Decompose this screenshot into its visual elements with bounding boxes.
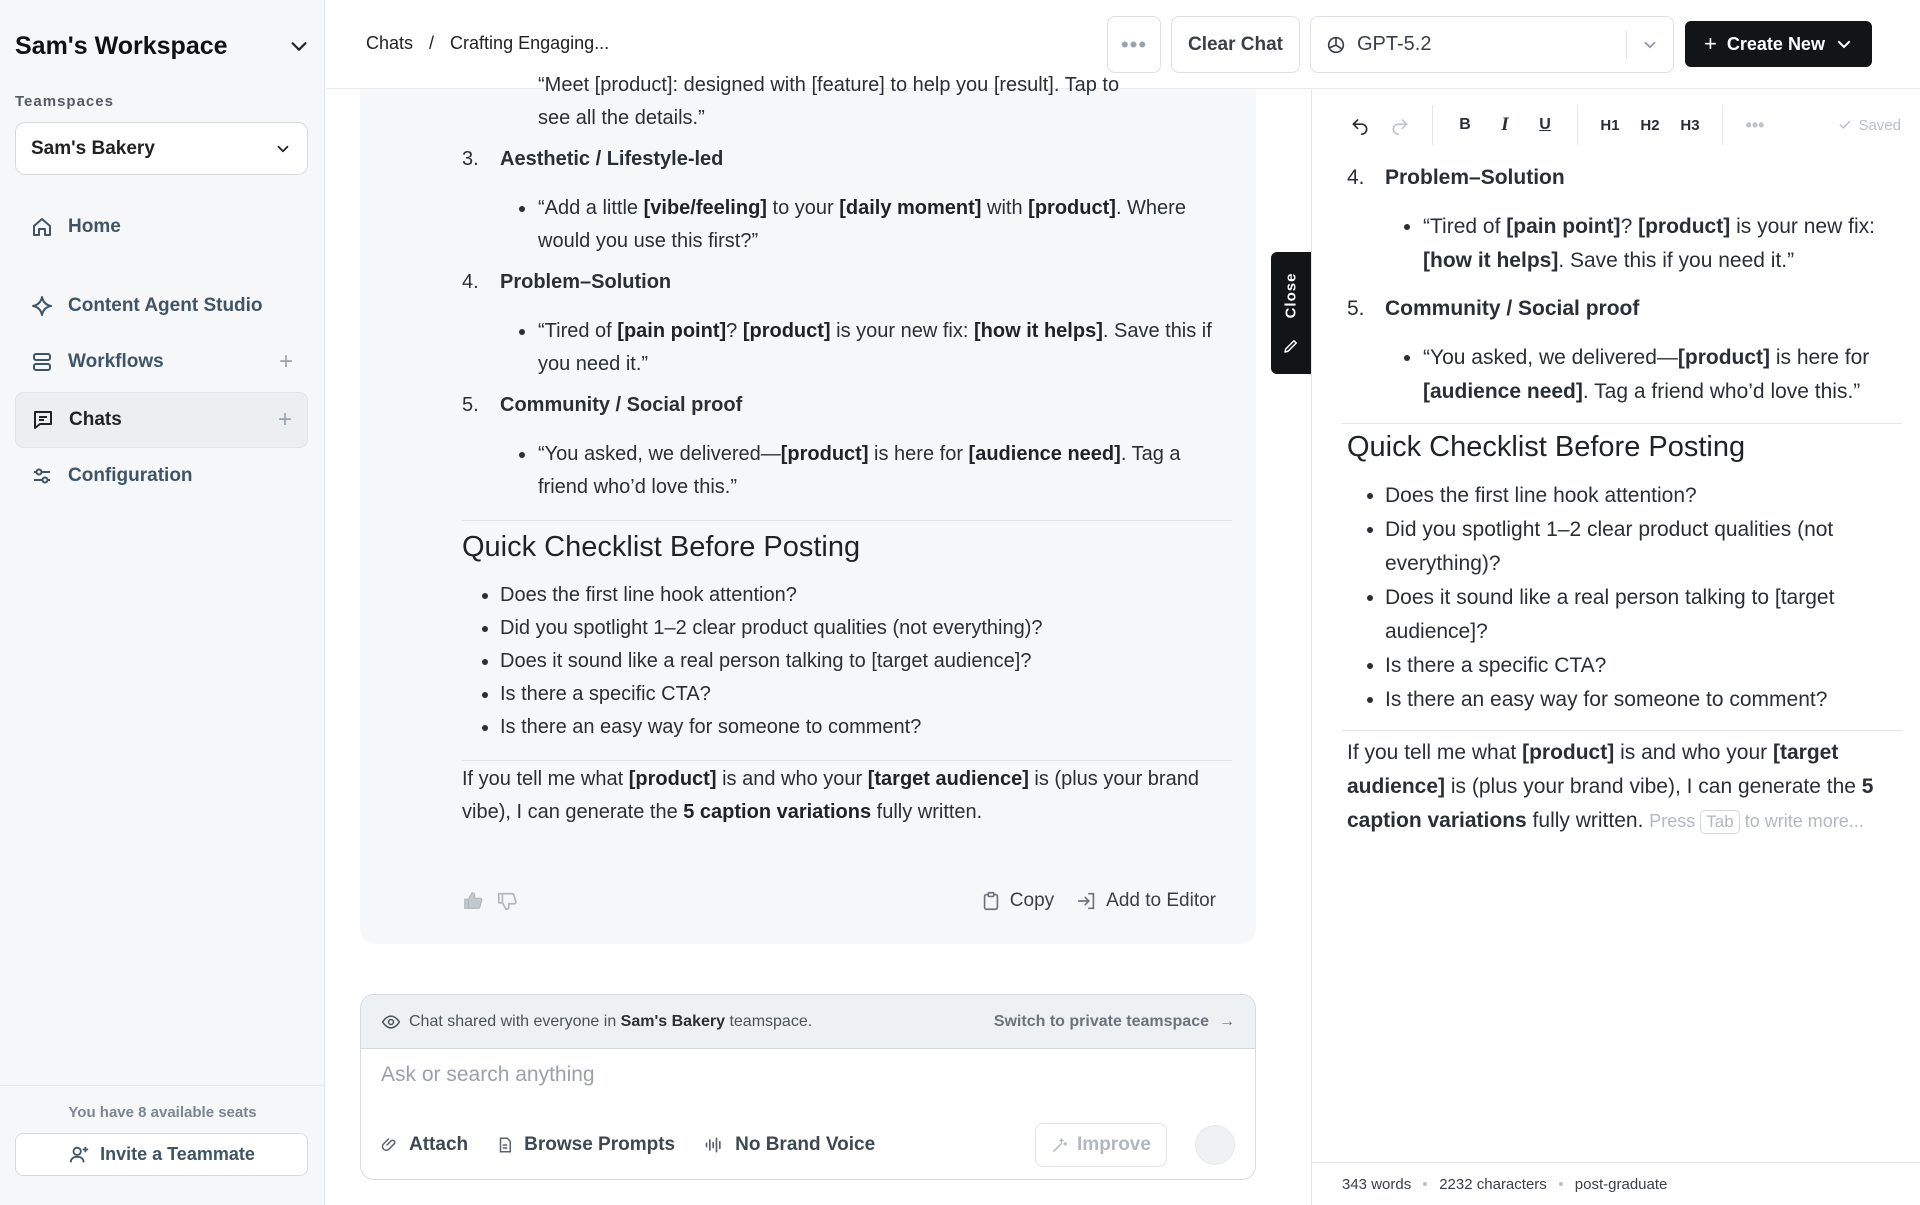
closing-paragraph [462, 763, 1232, 829]
improve-label: Improve [1077, 1134, 1151, 1155]
heading-3-button[interactable]: H3 [1680, 116, 1700, 134]
list-item [1347, 161, 1897, 195]
text: “Add a little [538, 197, 644, 219]
list-item: Does the first line hook attention? [462, 579, 1232, 612]
list-item: Does it sound like a real person talking to [target audience]? [462, 645, 1232, 678]
add-workflow-icon[interactable]: + [278, 348, 293, 375]
emphasis-text: 5 caption variations [1347, 775, 1874, 832]
text: If you tell me what [462, 768, 629, 790]
undo-button[interactable] [1344, 109, 1376, 141]
checklist-heading: Quick Checklist Before Posting [462, 531, 861, 563]
sidebar-item-chats[interactable] [15, 392, 308, 448]
text: . Tag a friend who’d love this.” [538, 443, 1181, 498]
placeholder-text: [pain point] [1506, 215, 1621, 238]
list-item [1347, 292, 1897, 326]
attach-label: Attach [409, 1134, 469, 1155]
heading-1-button[interactable]: H1 [1600, 116, 1620, 134]
editor-document[interactable] [1347, 161, 1897, 838]
model-name: GPT-5.2 [1357, 33, 1432, 55]
list-number: 5. [1347, 297, 1365, 320]
message-actions [462, 886, 1216, 916]
text: is your new fix: [830, 320, 974, 342]
create-new-label: Create New [1726, 33, 1825, 54]
divider [1342, 423, 1902, 424]
list-item: Does the first line hook attention? [1347, 479, 1897, 513]
autocomplete-hint [1649, 811, 1864, 831]
sidebar-item-home[interactable] [15, 199, 308, 255]
text: with [981, 197, 1029, 219]
closing-paragraph [1347, 736, 1897, 838]
openai-logo-icon [1325, 34, 1347, 56]
list-item: Is there an easy way for someone to comment? [1347, 683, 1897, 717]
word-count: 343 words [1342, 1175, 1412, 1193]
placeholder-text: [product] [628, 768, 717, 790]
thumbs-down-icon[interactable] [496, 890, 518, 912]
chevron-down-icon [274, 140, 292, 158]
tab-key: Tab [1700, 810, 1739, 834]
sparkle-icon [30, 294, 54, 318]
paperclip-icon [381, 1136, 399, 1154]
chevron-down-icon [288, 35, 310, 57]
invite-teammate-button[interactable] [15, 1133, 308, 1176]
placeholder-text: [product] [1028, 197, 1116, 219]
chat-input[interactable]: Ask or search anything [381, 1063, 595, 1086]
partial-line: see all the details.” [538, 107, 705, 129]
placeholder-text: [product] [1522, 741, 1615, 764]
breadcrumb-separator: / [429, 33, 435, 53]
checklist [462, 579, 1232, 744]
home-icon [30, 215, 54, 239]
workspace-switcher[interactable] [15, 28, 310, 64]
audio-wave-icon [703, 1135, 725, 1155]
check-icon [1838, 118, 1852, 132]
text: “You asked, we delivered— [538, 443, 781, 465]
clear-chat-button[interactable]: Clear Chat [1171, 16, 1300, 73]
document-icon [496, 1136, 514, 1154]
sidebar-item-label: Workflows [68, 351, 164, 372]
share-text: Chat shared with everyone in [409, 1012, 621, 1030]
chevron-down-icon [1641, 36, 1659, 54]
placeholder-text: [product] [780, 443, 869, 465]
divider [1722, 105, 1723, 145]
copy-button[interactable] [980, 890, 1054, 912]
text: is (plus your brand vibe), I can generate the [462, 768, 1199, 823]
italic-button[interactable]: I [1501, 114, 1509, 135]
send-button[interactable] [1195, 1125, 1235, 1165]
reading-level: post-graduate [1574, 1175, 1668, 1193]
bold-button[interactable]: B [1459, 116, 1471, 133]
pencil-icon [1282, 337, 1300, 355]
sidebar-item-content-agent-studio[interactable] [15, 278, 308, 334]
divider [1342, 730, 1902, 731]
create-new-button[interactable] [1685, 21, 1872, 67]
editor-stats [1312, 1162, 1920, 1205]
close-tab-label-wrap [1271, 260, 1311, 330]
list-item [462, 143, 1232, 176]
list-item: Is there a specific CTA? [462, 678, 1232, 711]
magic-wand-icon [1051, 1136, 1069, 1154]
share-notice [361, 995, 1255, 1049]
chevron-down-icon [1835, 35, 1853, 53]
list-number: 4. [1347, 166, 1365, 189]
list-item: Did you spotlight 1–2 clear product qualities (not everything)? [462, 612, 1232, 645]
more-options-button[interactable] [1107, 16, 1161, 73]
divider [1626, 31, 1627, 59]
list-item: Does it sound like a real person talking to [target audience]? [1347, 581, 1897, 649]
partial-line: “Meet [product]: designed with [feature] to help you [result]. Tap to [538, 74, 1120, 96]
arrow-right-icon: → [1219, 1012, 1235, 1030]
invite-label: Invite a Teammate [100, 1144, 255, 1164]
redo-icon [1390, 115, 1410, 135]
sidebar-item-workflows[interactable] [15, 334, 308, 390]
list-title: Problem–Solution [500, 271, 672, 293]
partial-bullet-text [462, 69, 1232, 135]
list-number: 4. [462, 271, 479, 293]
copy-label: Copy [1009, 890, 1055, 911]
feedback-buttons [462, 890, 518, 912]
close-label: Close [1282, 272, 1300, 318]
share-text: teamspace. [725, 1012, 813, 1030]
text: . Tag a friend who’d love this.” [1582, 380, 1861, 403]
switch-private-link[interactable] [994, 1013, 1235, 1031]
divider [1432, 105, 1433, 145]
switch-label: Switch to private teamspace [993, 1012, 1209, 1030]
insert-icon [1076, 890, 1098, 912]
text: If you tell me what [1347, 741, 1523, 764]
divider [462, 520, 1232, 521]
text: is (plus your brand vibe), I can generate the [1445, 775, 1862, 798]
breadcrumb-current: Crafting Engaging... [450, 33, 610, 53]
text: “Tired of [1423, 215, 1507, 238]
brand-voice-label: No Brand Voice [735, 1134, 876, 1155]
divider [1577, 105, 1578, 145]
message-action-group [980, 890, 1216, 912]
list-item [462, 266, 1232, 299]
breadcrumb-chats-link[interactable]: Chats [366, 33, 414, 53]
checklist-heading: Quick Checklist Before Posting [1347, 431, 1746, 463]
workflows-icon [30, 350, 54, 374]
separator-dot [1423, 1182, 1427, 1186]
placeholder-text: [product] [1677, 346, 1771, 369]
placeholder-text: [how it helps] [973, 320, 1103, 342]
editor-toolbar [1312, 89, 1920, 161]
list-item: Is there an easy way for someone to comment? [462, 711, 1232, 744]
breadcrumb [366, 33, 609, 54]
editor-panel [1311, 89, 1920, 1205]
list-item [1347, 210, 1897, 278]
list-item [1347, 341, 1897, 409]
teamspace-value: Sam's Bakery [31, 137, 155, 159]
saved-status [1838, 117, 1901, 134]
placeholder-text: [audience need] [968, 443, 1121, 465]
sidebar-item-label: Content Agent Studio [68, 295, 263, 316]
list-item: Did you spotlight 1–2 clear product qualities (not everything)? [1347, 513, 1897, 581]
list-item [462, 315, 1232, 381]
placeholder-text: [vibe/feeling] [643, 197, 767, 219]
placeholder-text: [product] [1638, 215, 1731, 238]
undo-icon [1350, 115, 1370, 135]
add-chat-icon[interactable]: + [277, 406, 292, 433]
placeholder-text: [target audience] [1347, 741, 1839, 798]
sidebar-item-configuration[interactable] [15, 448, 308, 504]
workspace-title: Sam's Workspace [15, 31, 228, 60]
text: ? [1620, 215, 1639, 238]
sidebar-item-label: Chats [69, 409, 122, 430]
message-content [462, 69, 1232, 829]
list-title: Community / Social proof [500, 394, 743, 416]
placeholder-text: [pain point] [617, 320, 727, 342]
browse-prompts-label: Browse Prompts [524, 1134, 676, 1155]
chat-icon [31, 408, 55, 432]
saved-label: Saved [1858, 116, 1901, 134]
text: is your new fix: [1730, 215, 1875, 238]
text: is and who your [1614, 741, 1773, 764]
close-editor-tab[interactable] [1271, 252, 1311, 374]
text: is and who your [716, 768, 868, 790]
more-horizontal-icon: ••• [1120, 31, 1148, 57]
text: to your [766, 197, 840, 219]
list-title: Problem–Solution [1385, 166, 1565, 189]
text: . Save this if you need it.” [538, 320, 1212, 375]
placeholder-text: [target audience] [867, 768, 1029, 790]
plus-icon: + [1704, 31, 1717, 56]
brand-voice-button[interactable] [703, 1134, 875, 1156]
add-user-icon [68, 1144, 90, 1166]
list-item [462, 389, 1232, 422]
list-title: Community / Social proof [1385, 297, 1640, 320]
teamspace-select[interactable] [15, 122, 308, 175]
divider [462, 760, 1232, 761]
thumbs-up-icon[interactable] [462, 890, 484, 912]
composer-toolbar [381, 1123, 1235, 1167]
separator-dot [1559, 1182, 1563, 1186]
add-to-editor-label: Add to Editor [1106, 890, 1216, 911]
list-item: Is there a specific CTA? [1347, 649, 1897, 683]
list-number: 5. [462, 394, 479, 416]
sidebar-footer [0, 1085, 325, 1205]
placeholder-text: [audience need] [1423, 380, 1583, 403]
placeholder-text: [how it helps] [1423, 249, 1559, 272]
clipboard-icon [980, 890, 1002, 912]
list-item [462, 192, 1232, 258]
text: “You asked, we delivered— [1423, 346, 1678, 369]
placeholder-text: [daily moment] [839, 197, 982, 219]
placeholder-text: [product] [742, 320, 831, 342]
underline-button[interactable]: U [1539, 116, 1551, 133]
improve-button[interactable] [1035, 1123, 1167, 1167]
sidebar-item-label: Home [68, 216, 121, 237]
text: . Save this if you need it.” [1558, 249, 1795, 272]
heading-2-button[interactable]: H2 [1640, 116, 1660, 134]
browse-prompts-button[interactable] [496, 1134, 675, 1156]
teamspaces-label: Teamspaces [15, 93, 114, 110]
text: ? [726, 320, 743, 342]
list-number: 3. [462, 148, 479, 170]
hint-text: Press [1649, 811, 1696, 831]
model-select[interactable] [1310, 16, 1674, 73]
eye-icon [381, 1012, 401, 1032]
emphasis-text: 5 caption variations [683, 801, 872, 823]
hint-text: to write more... [1744, 811, 1864, 831]
sidebar [0, 0, 325, 1205]
text: is here for [868, 443, 969, 465]
text: “Tired of [538, 320, 618, 342]
list-item [462, 438, 1232, 504]
character-count: 2232 characters [1439, 1175, 1547, 1193]
sidebar-item-label: Configuration [68, 465, 193, 486]
add-to-editor-button[interactable] [1076, 890, 1216, 912]
text: fully written. [1526, 809, 1644, 832]
seats-text: You have 8 available seats [68, 1104, 257, 1121]
text: is here for [1770, 346, 1870, 369]
checklist [1347, 479, 1897, 717]
text: fully written. [871, 801, 983, 823]
sliders-icon [30, 464, 54, 488]
share-team-name: Sam's Bakery [620, 1012, 725, 1030]
text: . Where would you use this first?” [538, 197, 1186, 252]
composer [360, 994, 1256, 1180]
list-title: Aesthetic / Lifestyle-led [500, 148, 724, 170]
more-formatting-button[interactable]: ••• [1745, 114, 1765, 135]
redo-button[interactable] [1384, 109, 1416, 141]
attach-button[interactable] [381, 1134, 468, 1156]
